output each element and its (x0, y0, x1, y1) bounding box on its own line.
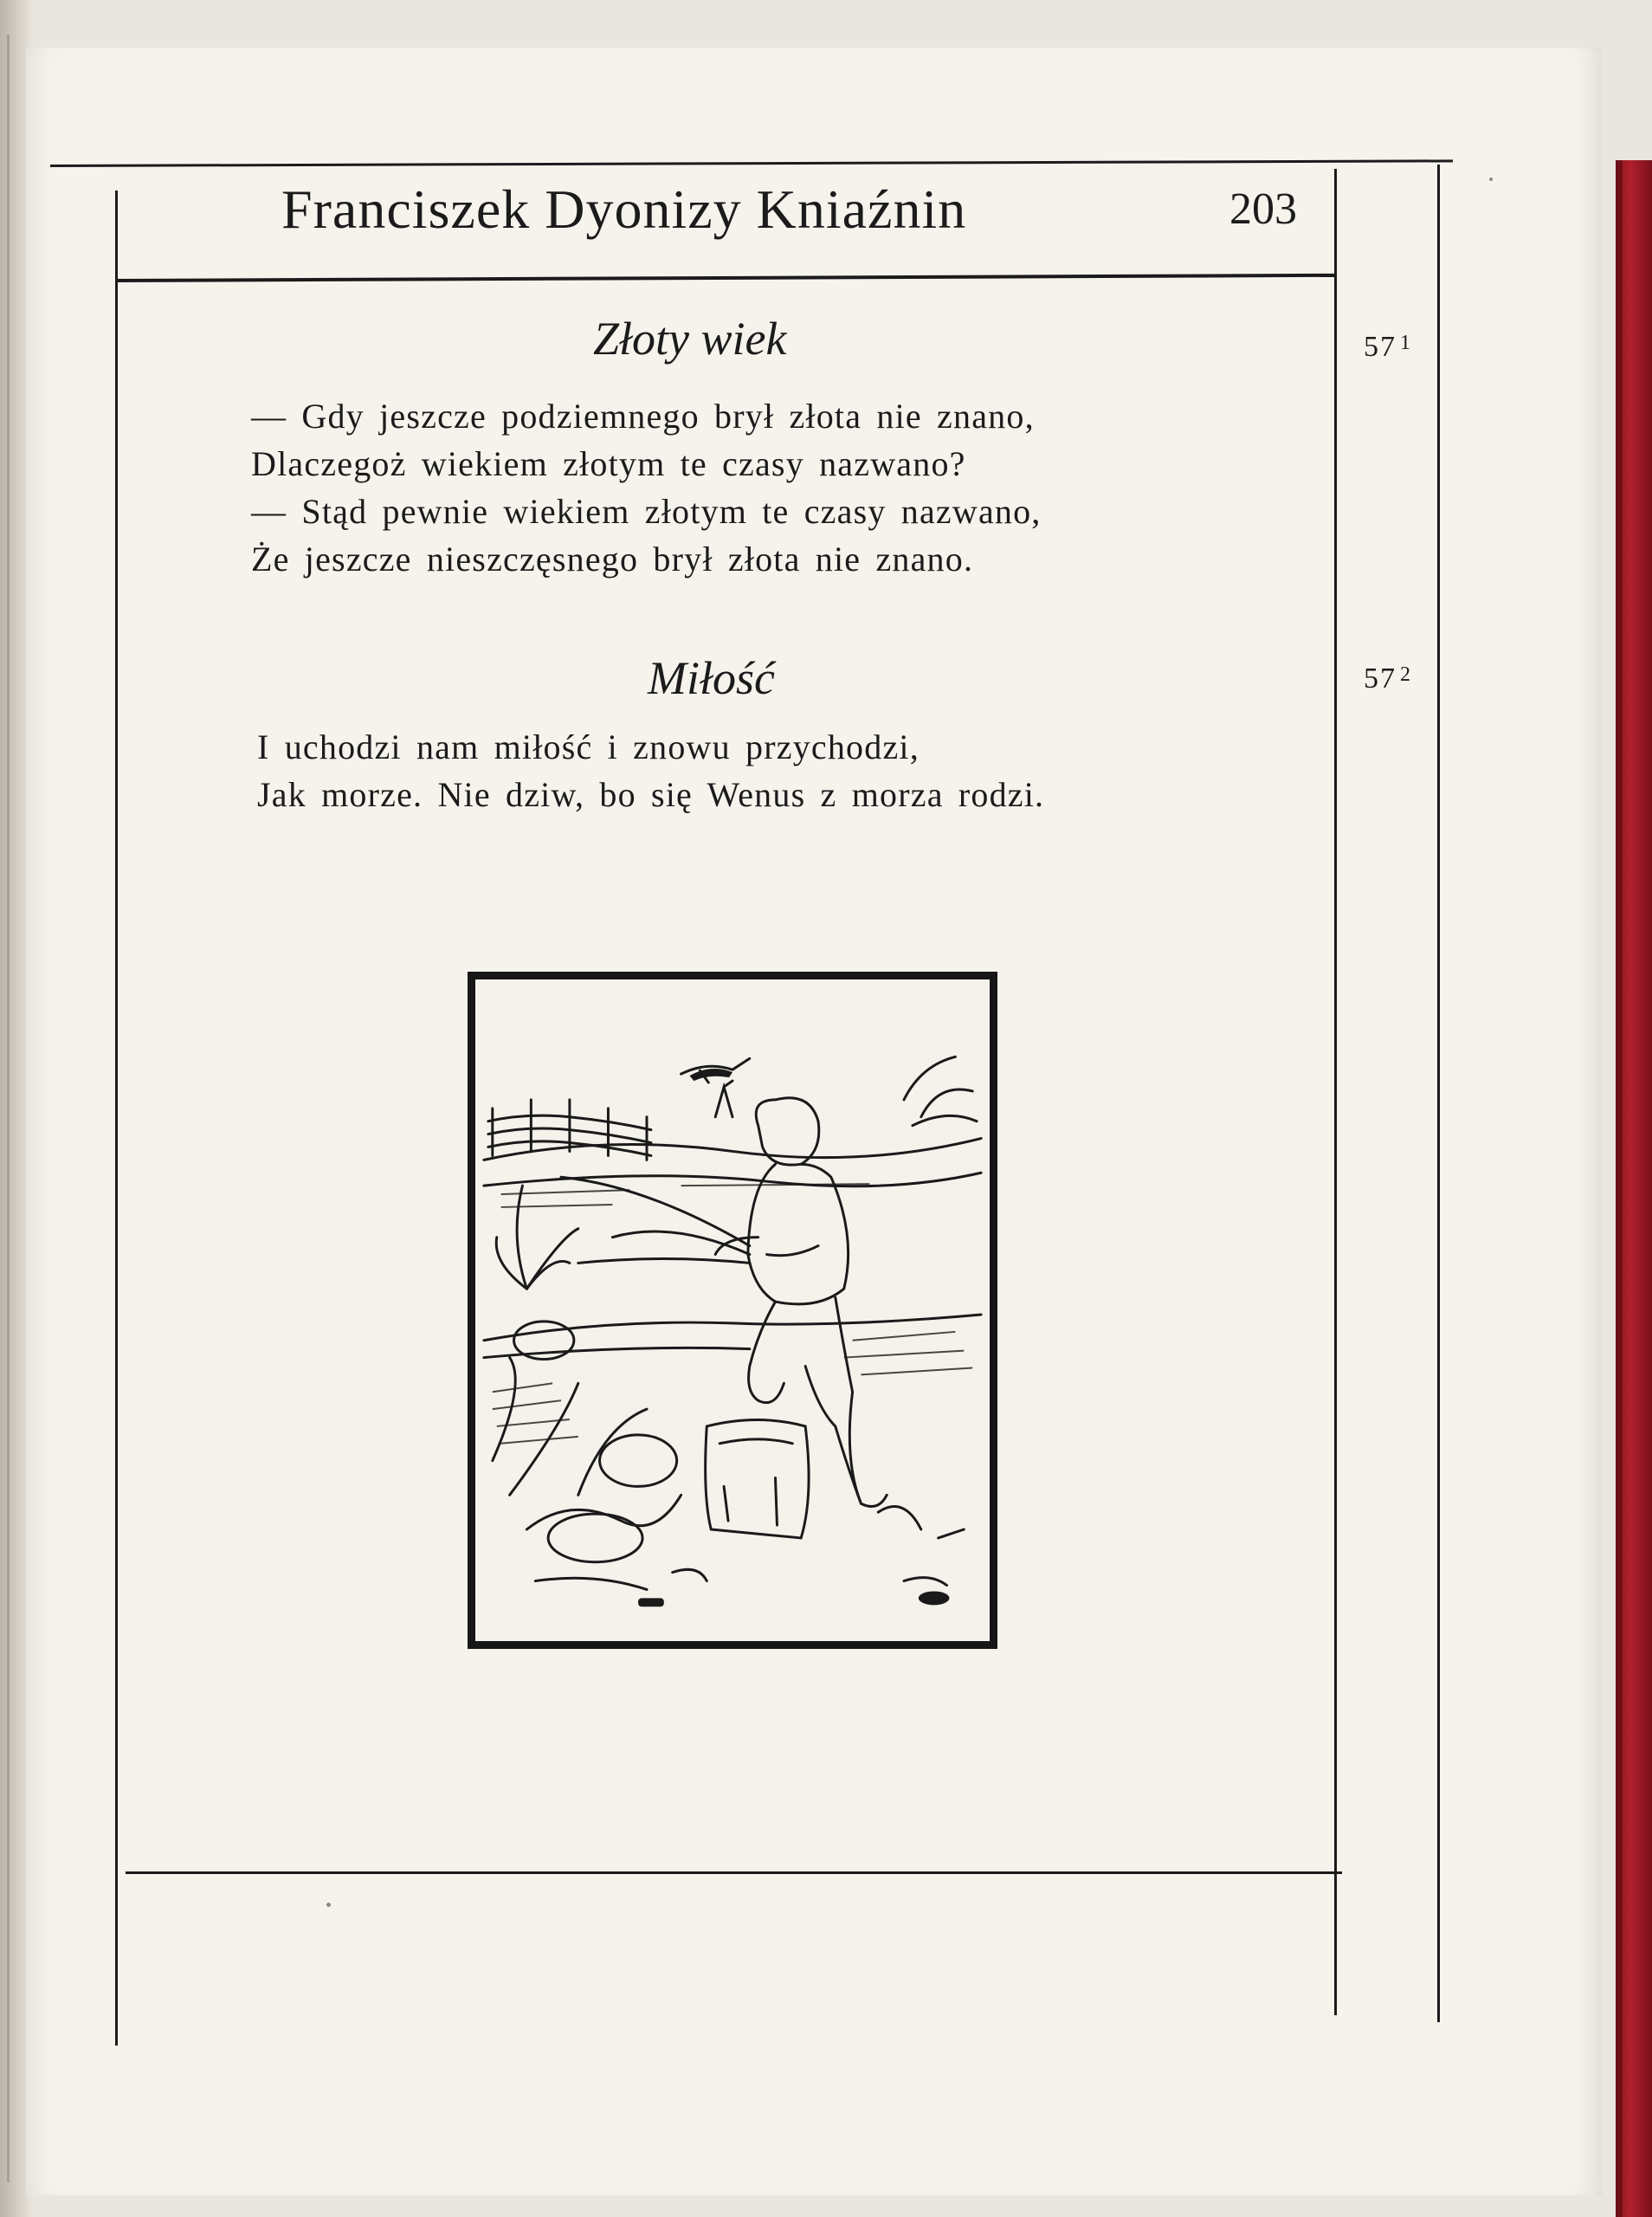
poem-title-zloty-wiek: Złoty wiek (593, 313, 787, 365)
frame-outer-right-rule (1437, 165, 1440, 2022)
page-number: 203 (1229, 184, 1297, 234)
verse-line: I uchodzi nam miłość i znowu przychodzi, (257, 727, 920, 766)
verse-line: — Stąd pewnie wiekiem złotym te czasy nazwano, (251, 492, 1042, 531)
verse-line: Dlaczegoż wiekiem złotym te czasy nazwano? (251, 444, 966, 483)
poem-number-1: 57 $^1$ (1364, 331, 1410, 363)
running-head-author: Franciszek Dyonizy Kniaźnin (281, 178, 967, 240)
verse-line: Że jeszcze nieszczęsnego brył złota nie znano. (251, 540, 974, 578)
poem-number-2: 57 $^2$ (1364, 663, 1410, 695)
woodcut-illustration (468, 972, 997, 1649)
poem-body-zloty-wiek (251, 392, 1042, 583)
poem-body-milosc (257, 723, 1044, 818)
footer-rule (126, 1871, 1342, 1874)
frame-center-right-rule (1334, 169, 1337, 2015)
paper-speck (1489, 178, 1493, 181)
poem-title-milosc: Miłość (648, 652, 775, 704)
paper-speck (326, 1903, 331, 1907)
woodcut-child-pulling-plants-icon (475, 979, 990, 1641)
verse-line: Jak morze. Nie dziw, bo się Wenus z morza rodzi. (257, 775, 1045, 814)
book-cover-edge (1616, 160, 1652, 2217)
frame-left-rule (115, 191, 118, 2046)
verse-line: — Gdy jeszcze podziemnego brył złota nie znano, (251, 397, 1035, 436)
